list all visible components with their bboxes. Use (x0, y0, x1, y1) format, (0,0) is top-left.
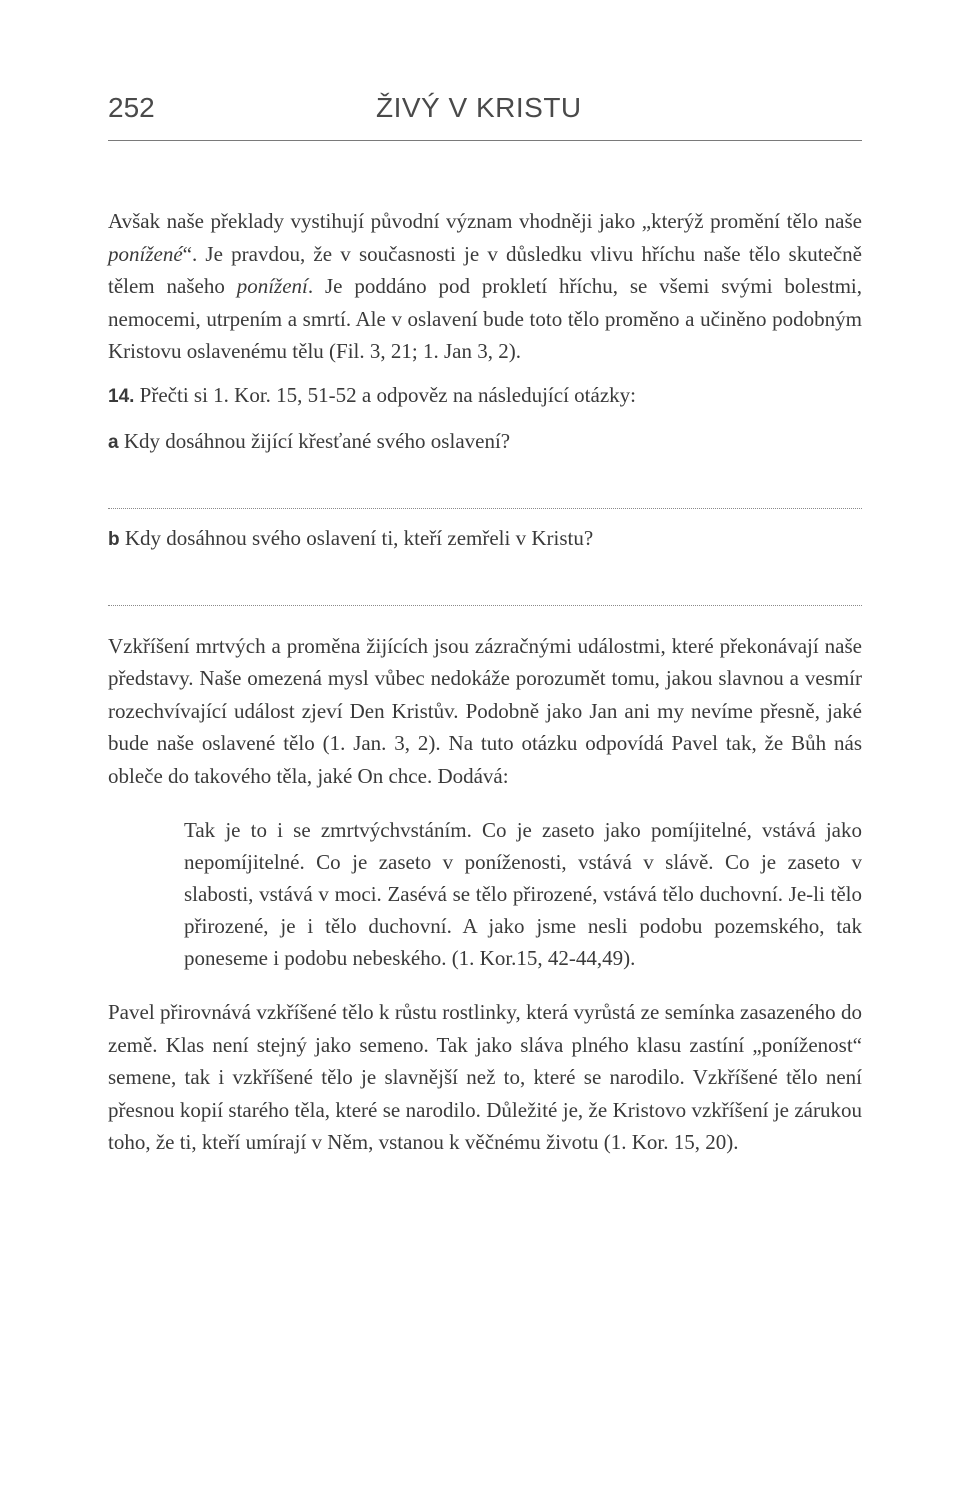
paragraph-translation: Avšak naše překlady vystihují původní význam vhodněji jako „kterýž promění tělo naše ponížené“. Je pravdou, že v současnosti je v důsledku vlivu hříchu naše tělo skutečně tělem našeho ponížení. Je poddáno pod prokletí hříchu, se všemi svými bolestmi, nemocemi, utrpením a smrtí. Ale v oslavení bude toto tělo proměno a učiněno podobným Kristovu oslavenému tělu (Fil. 3, 21; 1. Jan 3, 2). (108, 209, 862, 363)
page-body (108, 205, 862, 1159)
emphasis-ponizene: ponížené (108, 241, 183, 266)
answer-line-a[interactable] (108, 508, 862, 509)
question-a: a Kdy dosáhnou žijící křesťané svého oslavení? (108, 428, 511, 453)
question-14: 14. Přečti si 1. Kor. 15, 51-52 a odpověz na následující otázky: (108, 382, 636, 407)
question-b: b Kdy dosáhnou svého oslavení ti, kteří zemřeli v Kristu? (108, 525, 594, 550)
question-a-label: a (108, 431, 119, 453)
page-header (108, 92, 862, 136)
paragraph-resurrection: Vzkříšení mrtvých a proměna žijících jsou zázračnými událostmi, které překonávají naše představy. Naše omezená mysl vůbec nedokáže porozumět tomu, jakou slavnou a vesmír rozechvívající událost zjeví Den Kristův. Podobně jako Jan ani my nevíme přesně, jaké bude naše oslavené tělo (1. Jan. 3, 2). Na tuto otázku odpovídá Pavel tak, že Bůh nás obleče do takového těla, jaké On chce. Dodává: (108, 633, 862, 788)
emphasis-ponizeni: ponížení (236, 274, 308, 298)
question-b-label: b (108, 528, 120, 550)
page-number: 252 (108, 92, 155, 123)
block-quote: Tak je to i se zmrtvýchvstáním. Co je zaseto jako pomíjitelné, vstává jako nepomíjitelné. Co je zaseto v poníženosti, vstává v slávě. Co je zaseto v slabosti, vstává v moci. Zasévá se tělo přirozené, vstává tělo duchovní. Je-li tělo přirozené, je i tělo duchovní. A jako jsme nesli podobu pozemského, tak poneseme i podobu nebeského. (1. Kor.15, 42-44,49). (184, 818, 862, 970)
answer-line-b[interactable] (108, 605, 862, 606)
paragraph-seed: Pavel přirovnává vzkříšené tělo k růstu rostlinky, která vyrůstá ze semínka zasazeného do země. Klas není stejný jako semeno. Tak jako sláva plného klasu zastíní „poníženost“ semene, tak i vzkříšené tělo je slavnější než to, které se narodilo. Vzkříšené tělo není přesnou kopií starého těla, které se narodilo. Důležité je, že Kristovo vzkříšení je zárukou toho, že ti, kteří umírají v Něm, vstanou k věčnému životu (1. Kor. 15, 20). (108, 1000, 862, 1154)
header-rule (108, 140, 862, 141)
running-title: ŽIVÝ V KRISTU (376, 92, 582, 123)
question-number: 14. (108, 385, 135, 407)
